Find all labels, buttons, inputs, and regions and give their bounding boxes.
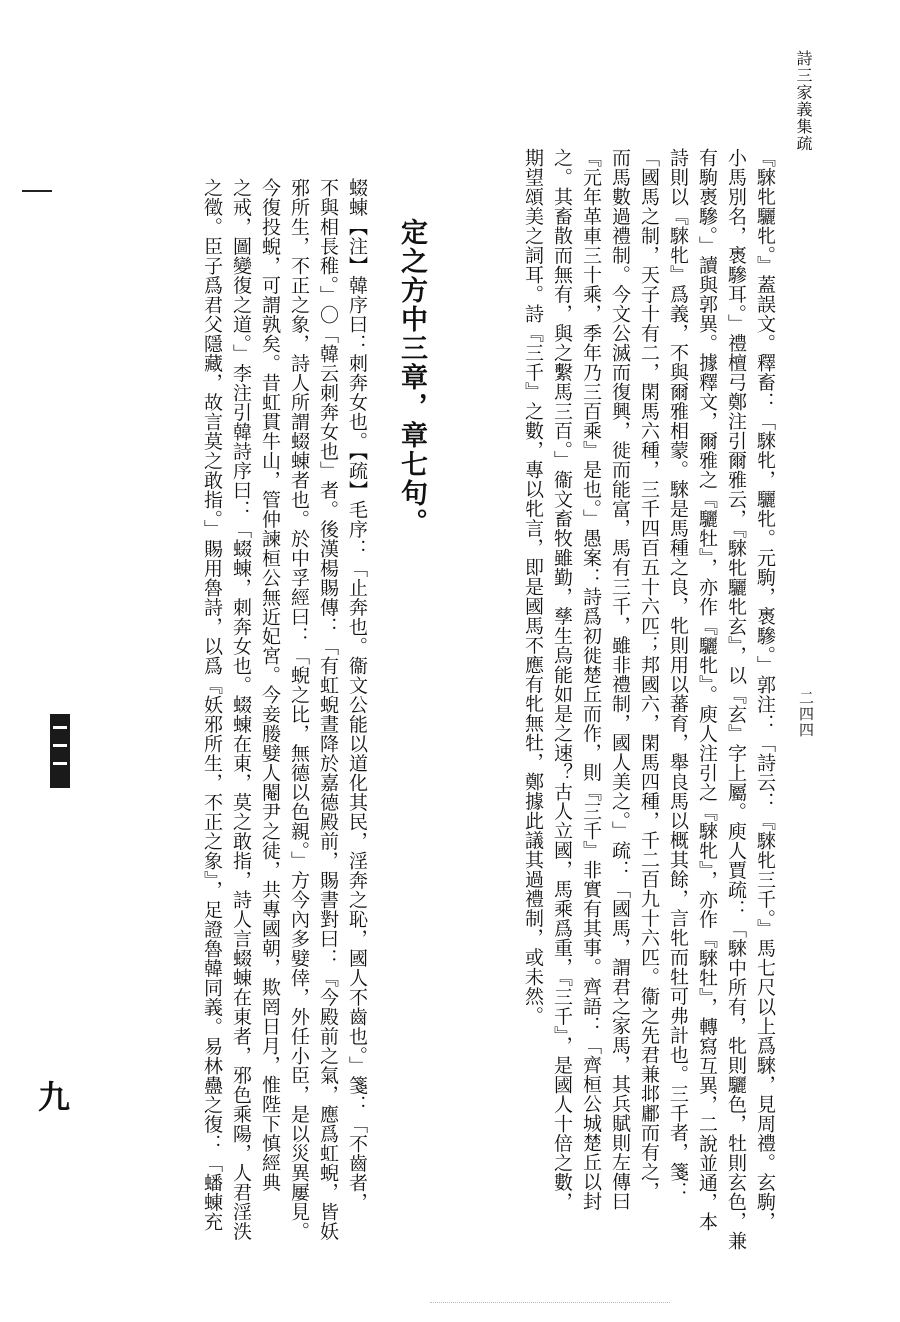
text-column: 有駒褭驂。」讀與郭異。據釋文，爾雅之『驪牡』，亦作『驪牝』。庾人注引之『騋牝』，亦作『騋牡』，轉寫互異，二說並通，本 [696,148,718,1232]
running-header-title: 詩三家義集疏 [794,50,813,152]
text-column: 邪所生，不正之象，詩人所謂蝃蝀者也。於中孚經曰：「蜺之比，無德以色親。」方今內多嬖倖，外任小臣，是以災異屢見。 [288,178,310,1241]
text-column: 期望頌美之詞耳。詩『三千』之數，專以牝言，即是國馬不應有牝無牡，鄭據此議其過禮制，或未然。 [522,148,544,1026]
chapter-heading: 定之方中三章，章七句。 [396,218,427,537]
text-column: 不與相長稚。」〇「韓云刺奔女也」者。後漢楊賜傳：「有虹蜺晝降於嘉德殿前，賜書對曰：『今殿前之氣，應爲虹蜺，皆妖 [317,178,339,1241]
margin-volume-mark [50,714,70,788]
page-number: 二四四 [797,690,815,738]
margin-rule [22,190,52,192]
text-column: 蝃蝀【注】韓序曰：刺奔女也。【疏】毛序：「止奔也。衞文公能以道化其民，淫奔之恥，國人不齒也。」箋：「不齒者， [346,178,368,1212]
text-column: 而馬數過禮制。今文公滅而復興，徙而能富，馬有三千，雖非禮制，國人美之。」疏：「國馬，謂君之家馬，其兵賦則左傳曰 [609,148,631,1211]
text-column: 之戒，圖變復之道。」李注引韓詩序曰：「蝃蝀，刺奔女也。蝃蝀在東，莫之敢指，詩人言蝃蝀在東者，邪色乘陽，人君淫泆 [230,178,252,1241]
text-column: 之徵。臣子爲君父隱藏，故言莫之敢指。」賜用魯詩，以爲『妖邪所生，不正之象』，足證魯韓同義。易林蠱之復：「蟠蝀充 [201,178,223,1232]
text-column: 「國馬之制，天子十有二，閑馬六種，三千四百五十六匹；邦國六，閑馬四種，千二百九十六匹。衞之先君兼邶鄘而有之， [638,148,660,1201]
text-column: 『騋牝驪牝。』蓋誤文。釋畜：「騋牝，驪牝。元駒，褭驂。」郭注：「詩云：『騋牝三千。』馬七尺以上爲騋，見周禮。玄駒， [754,148,776,1231]
text-column: 詩則以『騋牝』爲義，不與爾雅相蒙。騋是馬種之良，牝則用以蕃育，舉良馬以概其餘，言牝而牡可弗計也。三千者，箋： [667,148,689,1201]
text-column: 小馬別名，褭驂耳。」禮檀弓鄭注引爾雅云，『騋牝驪牝玄』，以『玄』字上屬。庾人賈疏：「騋中所有，牝則驪色，牡則玄色，兼 [725,148,747,1251]
text-column: 『元年革車三十乘，季年乃三百乘』是也。」愚案：詩爲初徙楚丘而作，則『三千』非實有其事。齊語：「齊桓公城楚丘以封 [580,148,602,1211]
scan-artifact [430,1302,670,1304]
margin-page-char: 九 [38,1078,71,1116]
text-column: 之。其畜散而無有，與之繫馬三百。」衞文畜牧雖勤，孳生烏能如是之速？古人立國，馬乘爲重，『三千』，是國人十倍之數， [551,148,573,1212]
text-column: 今復投蜺，可謂孰矣。昔虹貫牛山，管仲諫桓公無近妃宮。今妾媵嬖人閹尹之徒，共專國朝，欺罔日月，惟陛下慎經典 [259,178,281,1192]
